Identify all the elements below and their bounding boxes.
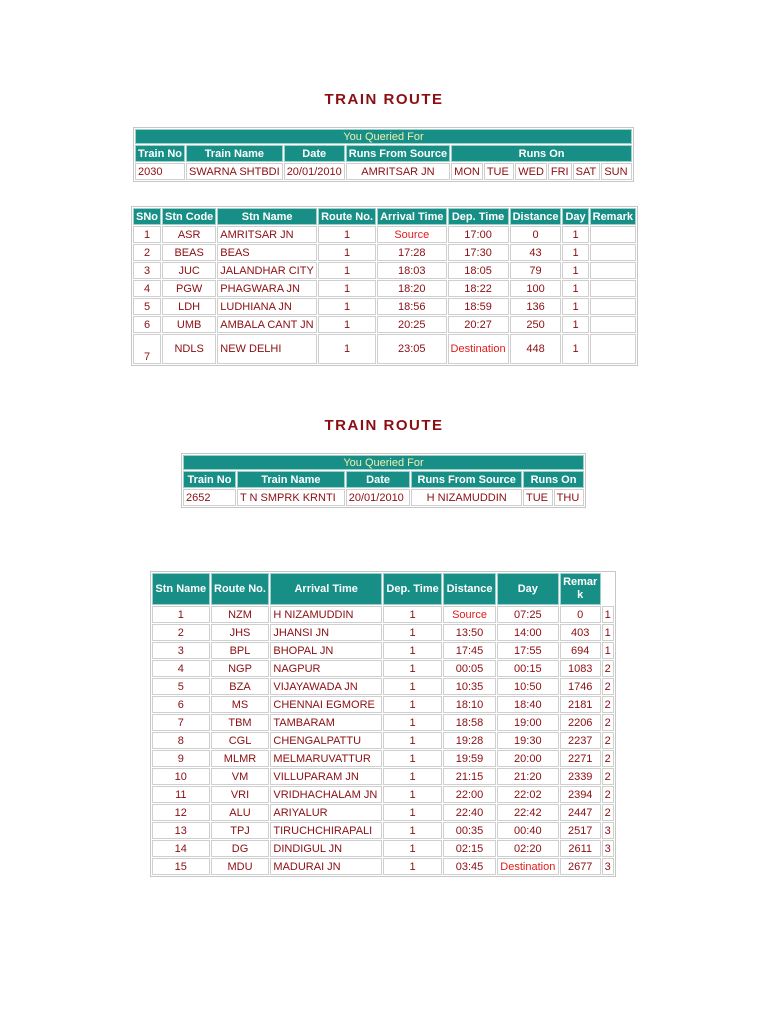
stn-name-cell: VRIDHACHALAM JN <box>270 786 382 803</box>
stn-code-cell: NDLS <box>162 334 216 364</box>
route-no-cell: 1 <box>383 696 442 713</box>
run-day: SAT <box>573 163 601 180</box>
header-spacer <box>602 573 614 605</box>
arrival-time-cell: 22:40 <box>443 804 496 821</box>
stn-code-cell: NZM <box>211 606 270 623</box>
table-row <box>133 298 636 315</box>
table-row <box>133 316 636 333</box>
dep-time-cell: 10:50 <box>497 678 559 695</box>
distance-cell: 2237 <box>560 732 601 749</box>
stn-name-cell: AMRITSAR JN <box>217 226 317 243</box>
table-row <box>152 840 614 857</box>
header-train-no: Train No <box>183 471 236 488</box>
arrival-time-cell: 18:10 <box>443 696 496 713</box>
distance-cell: 2447 <box>560 804 601 821</box>
table-row <box>152 804 614 821</box>
route-no-cell: 1 <box>383 750 442 767</box>
route-no-cell: 1 <box>383 858 442 875</box>
table-row <box>152 822 614 839</box>
stn-name-cell: MELMARUVATTUR <box>270 750 382 767</box>
day-cell: 2 <box>602 786 614 803</box>
table-row <box>152 750 614 767</box>
distance-cell: 136 <box>510 298 562 315</box>
route-no-cell: 1 <box>383 606 442 623</box>
day-cell: 1 <box>562 262 588 279</box>
remark-cell <box>590 244 636 261</box>
query-table-1 <box>133 127 634 182</box>
stn-name-cell: DINDIGUL JN <box>270 840 382 857</box>
table-row <box>152 786 614 803</box>
route-no-cell: 1 <box>383 804 442 821</box>
run-day: THU <box>554 489 584 506</box>
header-remark: Remark <box>590 208 636 225</box>
arrival-time-cell: 00:35 <box>443 822 496 839</box>
route-table-1 <box>131 206 638 366</box>
distance-cell: 0 <box>560 606 601 623</box>
stn-name-cell: LUDHIANA JN <box>217 298 317 315</box>
arrival-time-cell: 18:58 <box>443 714 496 731</box>
distance-cell: 2339 <box>560 768 601 785</box>
sno-cell: 4 <box>133 280 161 297</box>
dep-time-cell: 18:40 <box>497 696 559 713</box>
query-caption: You Queried For <box>135 129 632 144</box>
route-no-cell: 1 <box>383 732 442 749</box>
train-name: T N SMPRK KRNTI <box>237 489 345 506</box>
route-no-cell: 1 <box>318 334 376 364</box>
day-cell: 1 <box>562 298 588 315</box>
day-cell: 2 <box>602 696 614 713</box>
arrival-time-cell: 23:05 <box>377 334 447 364</box>
arrival-time-cell: 18:56 <box>377 298 447 315</box>
table-row <box>133 280 636 297</box>
day-cell: 1 <box>562 316 588 333</box>
distance-cell: 43 <box>510 244 562 261</box>
arrival-time-cell: 10:35 <box>443 678 496 695</box>
sno-cell: 3 <box>133 262 161 279</box>
dep-time-cell: 22:42 <box>497 804 559 821</box>
day-cell: 1 <box>562 280 588 297</box>
stn-name-cell: TIRUCHCHIRAPALI <box>270 822 382 839</box>
header-route-no: Route No. <box>211 573 270 605</box>
dep-time-cell: 18:22 <box>448 280 509 297</box>
stn-name-cell: TAMBARAM <box>270 714 382 731</box>
remark-cell <box>590 226 636 243</box>
table-row <box>152 858 614 875</box>
run-day: TUE <box>523 489 553 506</box>
stn-name-cell: JHANSI JN <box>270 624 382 641</box>
header-stn-name: Stn Name <box>152 573 210 605</box>
header-arrival-time: Arrival Time <box>270 573 382 605</box>
header-runs-on: Runs On <box>523 471 584 488</box>
distance-cell: 2611 <box>560 840 601 857</box>
header-arrival-time: Arrival Time <box>377 208 447 225</box>
dep-time-cell: 02:20 <box>497 840 559 857</box>
dep-time-cell: Destination <box>497 858 559 875</box>
sno-cell: 1 <box>152 606 210 623</box>
remark-cell <box>590 262 636 279</box>
sno-cell: 15 <box>152 858 210 875</box>
stn-code-cell: TPJ <box>211 822 270 839</box>
route-no-cell: 1 <box>383 786 442 803</box>
table-row <box>133 262 636 279</box>
dep-time-cell: 00:15 <box>497 660 559 677</box>
query-date: 20/01/2010 <box>346 489 411 506</box>
run-day: TUE <box>484 163 514 180</box>
run-day: MON <box>451 163 483 180</box>
header-runs-from-source: Runs From Source <box>411 471 522 488</box>
route-table-2 <box>150 571 616 877</box>
stn-name-cell: JALANDHAR CITY <box>217 262 317 279</box>
stn-code-cell: JUC <box>162 262 216 279</box>
stn-code-cell: ALU <box>211 804 270 821</box>
header-runs-on: Runs On <box>451 145 632 162</box>
sno-cell: 5 <box>152 678 210 695</box>
table-row <box>152 714 614 731</box>
stn-code-cell: JHS <box>211 624 270 641</box>
arrival-time-cell: 02:15 <box>443 840 496 857</box>
day-cell: 1 <box>562 244 588 261</box>
arrival-time-cell: 21:15 <box>443 768 496 785</box>
day-cell: 3 <box>602 840 614 857</box>
arrival-time-cell: 18:03 <box>377 262 447 279</box>
distance-cell: 2677 <box>560 858 601 875</box>
stn-name-cell: BHOPAL JN <box>270 642 382 659</box>
stn-name-cell: CHENNAI EGMORE <box>270 696 382 713</box>
distance-cell: 2181 <box>560 696 601 713</box>
page-title-1: TRAIN ROUTE <box>324 91 444 108</box>
header-train-no: Train No <box>135 145 185 162</box>
table-row <box>152 678 614 695</box>
header-dep-time: Dep. Time <box>383 573 442 605</box>
query-table-2 <box>181 453 586 508</box>
remark-cell <box>590 334 636 364</box>
query-caption: You Queried For <box>183 455 584 470</box>
stn-code-cell: TBM <box>211 714 270 731</box>
route-no-cell: 1 <box>383 768 442 785</box>
arrival-time-cell: Source <box>377 226 447 243</box>
table-row <box>133 334 636 364</box>
dep-time-cell: 19:00 <box>497 714 559 731</box>
header-dep-time: Dep. Time <box>448 208 509 225</box>
day-cell: 2 <box>602 678 614 695</box>
run-day: SUN <box>601 163 632 180</box>
distance-cell: 250 <box>510 316 562 333</box>
train-no: 2030 <box>135 163 185 180</box>
sno-cell: 6 <box>133 316 161 333</box>
stn-name-cell: PHAGWARA JN <box>217 280 317 297</box>
distance-cell: 0 <box>510 226 562 243</box>
arrival-time-cell: 19:59 <box>443 750 496 767</box>
day-cell: 1 <box>562 226 588 243</box>
table-row <box>133 226 636 243</box>
sno-cell: 12 <box>152 804 210 821</box>
sno-cell: 13 <box>152 822 210 839</box>
header-stn-code: Stn Code <box>162 208 216 225</box>
distance-cell: 1083 <box>560 660 601 677</box>
arrival-time-cell: 03:45 <box>443 858 496 875</box>
sno-cell: 10 <box>152 768 210 785</box>
distance-cell: 1746 <box>560 678 601 695</box>
arrival-time-cell: 00:05 <box>443 660 496 677</box>
dep-time-cell: 17:55 <box>497 642 559 659</box>
header-distance: Distance <box>510 208 562 225</box>
arrival-time-cell: 19:28 <box>443 732 496 749</box>
route-no-cell: 1 <box>383 822 442 839</box>
distance-cell: 2394 <box>560 786 601 803</box>
sno-cell: 3 <box>152 642 210 659</box>
dep-time-cell: 17:30 <box>448 244 509 261</box>
distance-cell: 403 <box>560 624 601 641</box>
route-no-cell: 1 <box>318 262 376 279</box>
query-date: 20/01/2010 <box>284 163 345 180</box>
header-train-name: Train Name <box>186 145 283 162</box>
route-no-cell: 1 <box>383 678 442 695</box>
stn-code-cell: VRI <box>211 786 270 803</box>
dep-time-cell: 17:00 <box>448 226 509 243</box>
distance-cell: 2206 <box>560 714 601 731</box>
sno-cell: 6 <box>152 696 210 713</box>
arrival-time-cell: 22:00 <box>443 786 496 803</box>
arrival-time-cell: Source <box>443 606 496 623</box>
stn-code-cell: MS <box>211 696 270 713</box>
remark-cell <box>590 298 636 315</box>
dep-time-cell: 22:02 <box>497 786 559 803</box>
header-day: Day <box>497 573 559 605</box>
stn-code-cell: CGL <box>211 732 270 749</box>
route-no-cell: 1 <box>318 226 376 243</box>
distance-cell: 694 <box>560 642 601 659</box>
sno-cell: 4 <box>152 660 210 677</box>
table-row <box>152 660 614 677</box>
remark-cell <box>590 316 636 333</box>
header-route-no: Route No. <box>318 208 376 225</box>
route-no-cell: 1 <box>383 642 442 659</box>
stn-name-cell: BEAS <box>217 244 317 261</box>
distance-cell: 448 <box>510 334 562 364</box>
arrival-time-cell: 18:20 <box>377 280 447 297</box>
arrival-time-cell: 20:25 <box>377 316 447 333</box>
stn-name-cell: NAGPUR <box>270 660 382 677</box>
table-row <box>133 244 636 261</box>
dep-time-cell: Destination <box>448 334 509 364</box>
sno-cell: 11 <box>152 786 210 803</box>
route-no-cell: 1 <box>318 316 376 333</box>
route-no-cell: 1 <box>383 840 442 857</box>
header-date: Date <box>284 145 345 162</box>
route-no-cell: 1 <box>318 298 376 315</box>
header-date: Date <box>346 471 411 488</box>
stn-code-cell: MDU <box>211 858 270 875</box>
day-cell: 1 <box>602 642 614 659</box>
dep-time-cell: 14:00 <box>497 624 559 641</box>
stn-code-cell: PGW <box>162 280 216 297</box>
sno-cell: 7 <box>152 714 210 731</box>
dep-time-cell: 07:25 <box>497 606 559 623</box>
day-cell: 2 <box>602 714 614 731</box>
route-no-cell: 1 <box>383 624 442 641</box>
stn-code-cell: LDH <box>162 298 216 315</box>
dep-time-cell: 18:59 <box>448 298 509 315</box>
stn-code-cell: BZA <box>211 678 270 695</box>
table-row <box>152 696 614 713</box>
route-no-cell: 1 <box>318 244 376 261</box>
arrival-time-cell: 17:45 <box>443 642 496 659</box>
header-runs-from-source: Runs From Source <box>346 145 450 162</box>
runs-from-source: H NIZAMUDDIN <box>411 489 522 506</box>
header-distance: Distance <box>443 573 496 605</box>
day-cell: 1 <box>602 606 614 623</box>
header-stn-name: Stn Name <box>217 208 317 225</box>
sno-cell: 2 <box>133 244 161 261</box>
stn-name-cell: ARIYALUR <box>270 804 382 821</box>
distance-cell: 2517 <box>560 822 601 839</box>
header-remark: Remar k <box>560 573 601 605</box>
day-cell: 1 <box>562 334 588 364</box>
table-row <box>152 606 614 623</box>
stn-code-cell: UMB <box>162 316 216 333</box>
page-title-2: TRAIN ROUTE <box>324 417 444 434</box>
dep-time-cell: 00:40 <box>497 822 559 839</box>
stn-name-cell: AMBALA CANT JN <box>217 316 317 333</box>
sno-cell: 5 <box>133 298 161 315</box>
sno-cell: 9 <box>152 750 210 767</box>
header-day: Day <box>562 208 588 225</box>
route-no-cell: 1 <box>383 660 442 677</box>
stn-name-cell: NEW DELHI <box>217 334 317 364</box>
day-cell: 2 <box>602 768 614 785</box>
stn-name-cell: CHENGALPATTU <box>270 732 382 749</box>
stn-code-cell: DG <box>211 840 270 857</box>
day-cell: 3 <box>602 822 614 839</box>
table-row <box>152 642 614 659</box>
header-sno: SNo <box>133 208 161 225</box>
stn-name-cell: H NIZAMUDDIN <box>270 606 382 623</box>
distance-cell: 79 <box>510 262 562 279</box>
arrival-time-cell: 13:50 <box>443 624 496 641</box>
distance-cell: 100 <box>510 280 562 297</box>
stn-code-cell: BEAS <box>162 244 216 261</box>
distance-cell: 2271 <box>560 750 601 767</box>
sno-cell: 7 <box>133 334 161 364</box>
day-cell: 3 <box>602 858 614 875</box>
sno-cell: 8 <box>152 732 210 749</box>
stn-code-cell: VM <box>211 768 270 785</box>
dep-time-cell: 18:05 <box>448 262 509 279</box>
sno-cell: 14 <box>152 840 210 857</box>
header-train-name: Train Name <box>237 471 345 488</box>
dep-time-cell: 21:20 <box>497 768 559 785</box>
table-row <box>152 768 614 785</box>
train-no: 2652 <box>183 489 236 506</box>
route-no-cell: 1 <box>318 280 376 297</box>
arrival-time-cell: 17:28 <box>377 244 447 261</box>
dep-time-cell: 19:30 <box>497 732 559 749</box>
stn-code-cell: NGP <box>211 660 270 677</box>
sno-cell: 1 <box>133 226 161 243</box>
stn-name-cell: MADURAI JN <box>270 858 382 875</box>
day-cell: 2 <box>602 804 614 821</box>
sno-cell: 2 <box>152 624 210 641</box>
route-no-cell: 1 <box>383 714 442 731</box>
stn-code-cell: ASR <box>162 226 216 243</box>
day-cell: 2 <box>602 750 614 767</box>
table-row <box>152 624 614 641</box>
stn-code-cell: BPL <box>211 642 270 659</box>
run-day: WED <box>515 163 547 180</box>
day-cell: 2 <box>602 732 614 749</box>
stn-name-cell: VIJAYAWADA JN <box>270 678 382 695</box>
day-cell: 1 <box>602 624 614 641</box>
dep-time-cell: 20:00 <box>497 750 559 767</box>
run-day: FRI <box>548 163 572 180</box>
train-name: SWARNA SHTBDI <box>186 163 283 180</box>
stn-code-cell: MLMR <box>211 750 270 767</box>
table-row <box>152 732 614 749</box>
day-cell: 2 <box>602 660 614 677</box>
dep-time-cell: 20:27 <box>448 316 509 333</box>
runs-from-source: AMRITSAR JN <box>346 163 450 180</box>
stn-name-cell: VILLUPARAM JN <box>270 768 382 785</box>
remark-cell <box>590 280 636 297</box>
